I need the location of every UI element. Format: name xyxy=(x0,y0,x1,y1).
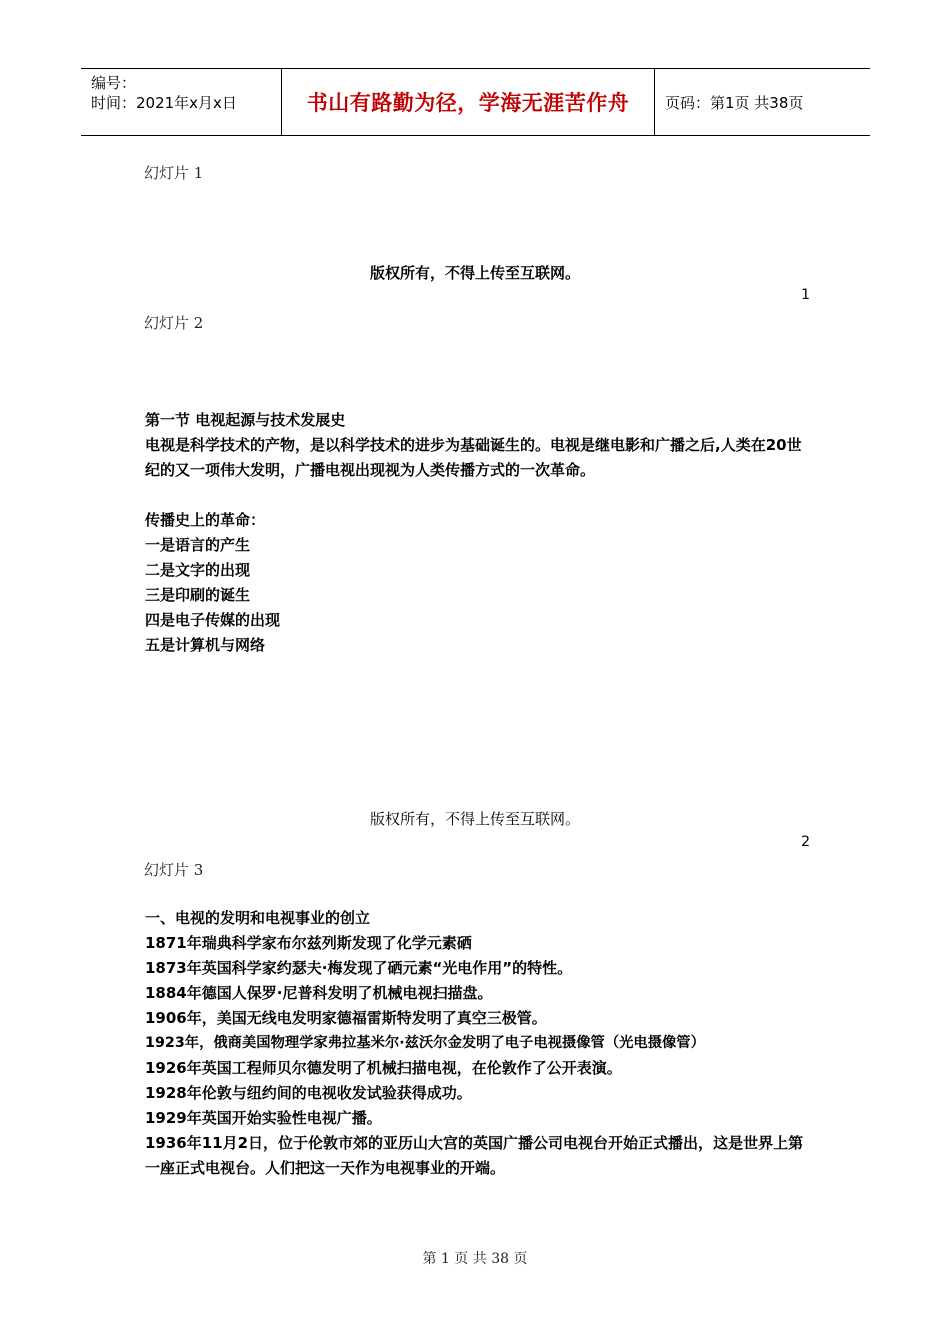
slide2-intro: 电视是科学技术的产物，是以科学技术的进步为基础诞生的。电视是继电影和广播之后,人类在20世纪的又一项伟大发明，广播电视出现视为人类传播方式的一次革命。 xyxy=(145,436,802,479)
slide2-content xyxy=(145,408,815,658)
revolution-item: 四是电子传媒的出现 xyxy=(145,611,281,629)
header-number-label: 编号： xyxy=(91,74,137,92)
event-item: 1873年英国科学家约瑟夫·梅发现了硒元素“光电作用”的特性。 xyxy=(145,959,573,977)
event-item: 1936年11月2日，位于伦敦市郊的亚历山大宫的英国广播公司电视台开始正式播出，这是世界上第一座正式电视台。人们把这一天作为电视事业的开端。 xyxy=(145,1134,804,1177)
slide2-spacer xyxy=(145,483,815,508)
header-page-info: 页码：第1页 共38页 xyxy=(665,93,804,112)
slide3-label: 幻灯片 3 xyxy=(144,861,204,879)
page-footer: 第 1 页 共 38 页 xyxy=(422,1251,528,1267)
slide2-label: 幻灯片 2 xyxy=(144,314,204,332)
header-motto-cell xyxy=(282,69,655,135)
revolution-item: 二是文字的出现 xyxy=(145,561,251,579)
revolution-item: 一是语言的产生 xyxy=(145,536,251,554)
slide1-label: 幻灯片 1 xyxy=(144,164,204,182)
header-page-info-cell xyxy=(655,69,870,135)
slide1-page-number: 1 xyxy=(801,287,810,303)
slide2-page-number: 2 xyxy=(801,834,810,850)
revolution-item: 三是印刷的诞生 xyxy=(145,586,251,604)
header-meta xyxy=(81,69,282,135)
header-time-label: 时间：2021年x月x日 xyxy=(91,94,237,112)
event-item: 1906年，美国无线电发明家德福雷斯特发明了真空三极管。 xyxy=(145,1009,547,1027)
event-item: 1923年，俄商美国物理学家弗拉基米尔·兹沃尔金发明了电子电视摄像管（光电摄像管） xyxy=(145,1035,705,1051)
event-item: 1926年英国工程师贝尔德发明了机械扫描电视，在伦敦作了公开表演。 xyxy=(145,1059,622,1077)
page-header xyxy=(81,68,870,136)
slide2-section-title: 第一节 电视起源与技术发展史 xyxy=(145,411,346,429)
slide3-content xyxy=(145,906,815,1181)
slide2-copyright: 版权所有，不得上传至互联网。 xyxy=(369,810,580,828)
slide3-heading: 一、电视的发明和电视事业的创立 xyxy=(145,909,371,927)
slide2-revolutions-title: 传播史上的革命： xyxy=(145,511,266,529)
slide1-copyright: 版权所有，不得上传至互联网。 xyxy=(369,264,580,282)
event-item: 1928年伦敦与纽约间的电视收发试验获得成功。 xyxy=(145,1084,472,1102)
event-item: 1929年英国开始实验性电视广播。 xyxy=(145,1109,382,1127)
revolution-item: 五是计算机与网络 xyxy=(145,636,266,654)
header-motto: 书山有路勤为径，学海无涯苦作舟 xyxy=(306,91,630,115)
event-item: 1871年瑞典科学家布尔兹列斯发现了化学元素硒 xyxy=(145,934,472,952)
event-item: 1884年德国人保罗·尼普科发明了机械电视扫描盘。 xyxy=(145,984,493,1002)
